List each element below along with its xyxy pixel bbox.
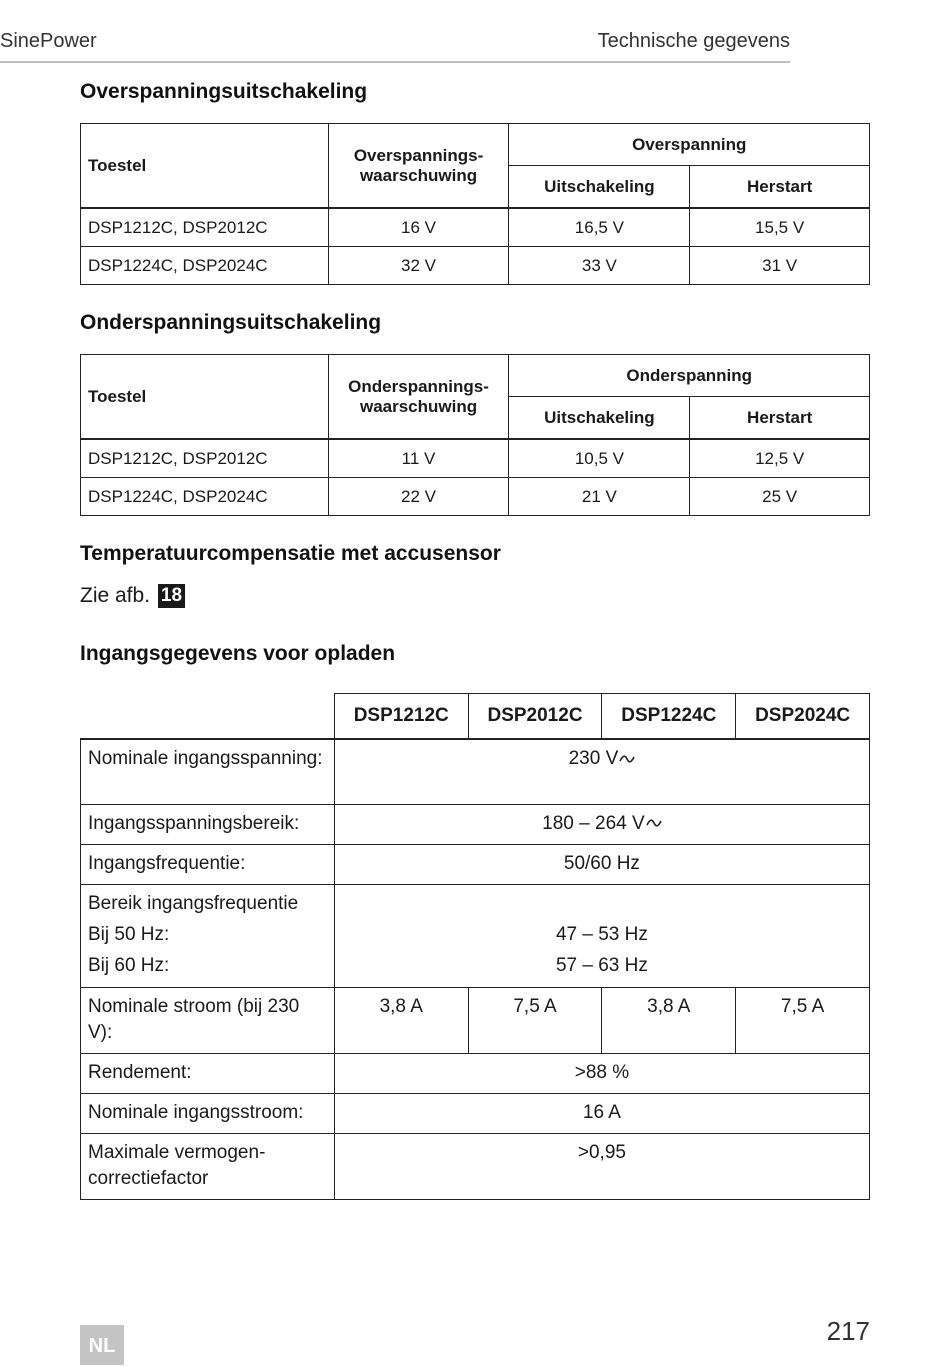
model-header: DSP1224C	[602, 694, 736, 740]
header-product: SinePower	[0, 30, 97, 52]
input-title: Ingangsgegevens voor opladen	[80, 642, 396, 665]
figure-badge: 18	[158, 584, 185, 608]
table-row: Nominale ingangsstroom: 16 A	[81, 1093, 870, 1133]
col-cutoff: Uitschakeling	[509, 166, 690, 209]
col-warning: Onderspannings- waarschuwing	[328, 355, 509, 440]
model-header: DSP2012C	[468, 694, 602, 740]
page-number: 217	[826, 1316, 870, 1346]
figure-reference: Zie afb. 18	[80, 584, 185, 608]
table-row: Rendement: >88 %	[81, 1053, 870, 1093]
col-warning: Overspannings- waarschuwing	[328, 124, 509, 209]
overvoltage-title: Overspanningsuitschakeling	[80, 80, 368, 103]
table-row: Nominale ingangsspanning: 230 V	[81, 739, 870, 804]
undervoltage-title: Onderspanningsuitschakeling	[80, 311, 382, 334]
ac-wave-icon	[646, 818, 662, 828]
undervoltage-table	[80, 354, 870, 516]
table-row: DSP1212C, DSP2012C 11 V 10,5 V 12,5 V	[81, 439, 870, 478]
table-row: DSP1224C, DSP2024C 32 V 33 V 31 V	[81, 247, 870, 285]
table-row: DSP1212C, DSP2012C 16 V 16,5 V 15,5 V	[81, 208, 870, 247]
page-header	[0, 30, 790, 63]
table-row: DSP1224C, DSP2024C 22 V 21 V 25 V	[81, 478, 870, 516]
model-header: DSP1212C	[334, 694, 468, 740]
table-row: Maximale vermogen-correctiefactor >0,95	[81, 1133, 870, 1199]
col-cutoff: Uitschakeling	[509, 397, 690, 440]
col-restart: Herstart	[690, 166, 870, 209]
col-restart: Herstart	[690, 397, 870, 440]
col-device: Toestel	[81, 124, 329, 209]
ac-wave-icon	[619, 754, 635, 764]
col-device: Toestel	[81, 355, 329, 440]
input-table	[80, 693, 870, 1200]
header-section: Technische gegevens	[597, 30, 790, 52]
col-group: Overspanning	[509, 124, 870, 166]
table-row: Nominale stroom (bij 230 V): 3,8 A 7,5 A 3,8 A 7,5 A	[81, 987, 870, 1053]
table-row: Ingangsspanningsbereik: 180 – 264 V	[81, 804, 870, 844]
table-row: Ingangsfrequentie: 50/60 Hz	[81, 844, 870, 884]
table-row: Bereik ingangsfrequentie Bij 50 Hz: Bij 60 Hz: 47 – 53 Hz 57 – 63 Hz	[81, 884, 870, 987]
model-header: DSP2024C	[736, 694, 870, 740]
col-group: Onderspanning	[509, 355, 870, 397]
temperature-title: Temperatuurcompensatie met accusensor	[80, 542, 501, 565]
language-badge: NL	[80, 1325, 124, 1365]
overvoltage-table	[80, 123, 870, 285]
